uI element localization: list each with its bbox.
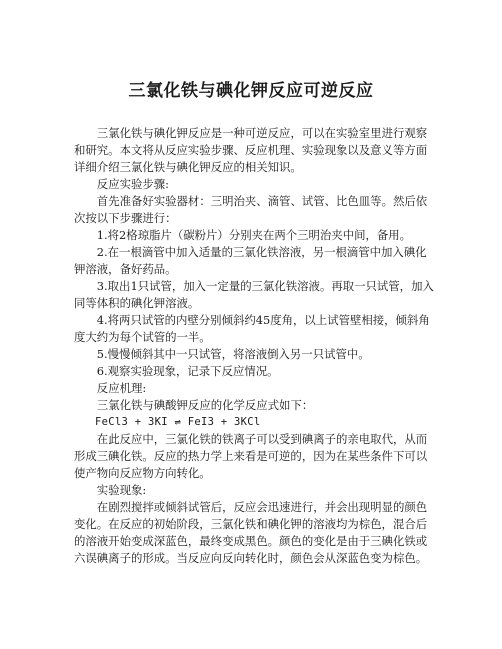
step-2: 2.在一根滴管中加入适量的三氯化铁溶液，另一根滴管中加入碘化钾溶液，备好药品。 bbox=[74, 245, 427, 276]
chemical-equation: FeCl3 + 3KI ⇌ FeI3 + 3KCl bbox=[95, 416, 261, 428]
paragraph-mechanism: 在此反应中，三氯化铁的铁离子可以受到碘离子的亲电取代，从而形成三碘化铁。反应的热力学上来看是可逆的，因为在某些条件下可以使产物向反应物方向转化。 bbox=[74, 432, 428, 480]
step-1: 1.将2格琼脂片（碳粉片）分别夹在两个三明治夹中间，备用。 bbox=[96, 228, 412, 242]
section-heading-mechanism: 反应机理: bbox=[96, 381, 147, 395]
paragraph-intro: 三氯化铁与碘化钾反应是一种可逆反应，可以在实验室里进行观察和研究。本文将从反应实验步骤、反应机理、实验现象以及意义等方面详细介绍三氯化铁与碘化钾反应的相关知识。 bbox=[74, 126, 428, 174]
section-heading-steps: 反应实验步骤: bbox=[96, 177, 169, 191]
paragraph-equation-intro: 三氯化铁与碘酸钾反应的化学反应式如下： bbox=[96, 398, 314, 412]
paragraph-phenomena: 在剧烈搅拌或倾斜试管后，反应会迅速进行，并会出现明显的颜色变化。在反应的初始阶段，三氯化铁和碘化钾的溶液均为棕色，混合后的溶液开始变成深蓝色，最终变成黑色。颜色的变化是由于三碘化铁或六误碘离子的形成。当反应向反向转化时，颜色会从深蓝色变为棕色。 bbox=[74, 500, 428, 565]
document-title: 三氯化铁与碘化钾反应可逆反应 bbox=[128, 81, 374, 101]
document-body bbox=[74, 125, 434, 567]
paragraph-equipment: 首先准备好实验器材：三明治夹、滴管、试管、比色皿等。然后依次按以下步骤进行： bbox=[74, 194, 428, 225]
step-6: 6.观察实验现象，记录下反应情况。 bbox=[96, 364, 279, 378]
step-3: 3.取出1只试管，加入一定量的三氯化铁溶液。再取一只试管，加入同等体积的碘化钾溶液。 bbox=[74, 279, 434, 310]
step-4: 4.将两只试管的内壁分别倾斜约45度角，以上试管壁相接，倾斜角度大约为每个试管的一半。 bbox=[74, 313, 430, 344]
section-heading-phenomena: 实验现象: bbox=[96, 483, 147, 497]
step-5: 5.慢慢倾斜其中一只试管，将溶液倒入另一只试管中。 bbox=[96, 347, 370, 361]
